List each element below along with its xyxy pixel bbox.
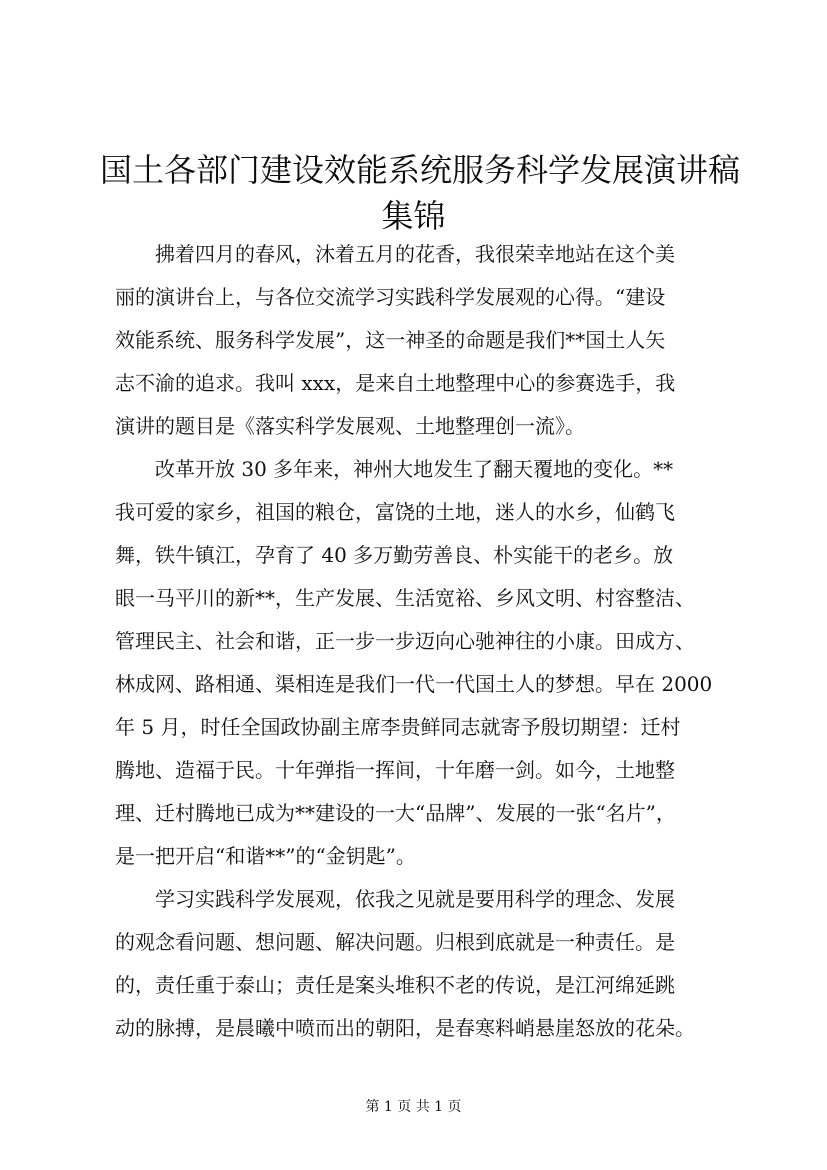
body-line: 舞，铁牛镇江，孕育了 40 多万勤劳善良、朴实能干的老乡。放 <box>115 543 674 567</box>
body-line: 改革开放 30 多年来，神州大地发生了翻天覆地的变化。** <box>155 457 674 481</box>
body-line: 的观念看问题、想问题、解决问题。归根到底就是一种责任。是 <box>115 930 675 954</box>
document-title-line-1: 国土各部门建设效能系统服务科学发展演讲稿 <box>100 151 741 189</box>
body-line: 年 5 月，时任全国政协副主席李贵鲜同志就寄予殷切期望：迁村 <box>115 715 681 739</box>
body-line: 林成网、路相通、渠相连是我们一代一代国土人的梦想。早在 2000 <box>115 672 713 696</box>
body-line: 我可爱的家乡，祖国的粮仓，富饶的土地，迷人的水乡，仙鹤飞 <box>115 500 675 524</box>
body-line: 理、迁村腾地已成为**建设的一大“品牌”、发展的一张“名片”， <box>115 801 676 825</box>
body-line: 腾地、造福于民。十年弹指一挥间，十年磨一剑。如今，土地整 <box>115 758 675 782</box>
body-line: 效能系统、服务科学发展”，这一神圣的命题是我们**国土人矢 <box>115 328 666 352</box>
body-line: 丽的演讲台上，与各位交流学习实践科学发展观的心得。“建设 <box>115 285 666 309</box>
body-line: 的，责任重于泰山；责任是案头堆积不老的传说，是江河绵延跳 <box>115 973 675 997</box>
body-line: 演讲的题目是《落实科学发展观、土地整理创一流》。 <box>115 414 585 438</box>
document-title-line-2: 集锦 <box>381 197 446 235</box>
page-number-footer: 第 1 页 共 1 页 <box>365 1099 462 1115</box>
body-line: 拂着四月的春风，沐着五月的花香，我很荣幸地站在这个美 <box>155 242 675 266</box>
body-line: 学习实践科学发展观，依我之见就是要用科学的理念、发展 <box>155 887 675 911</box>
body-line: 志不渝的追求。我叫 xxx，是来自土地整理中心的参赛选手，我 <box>115 371 676 395</box>
body-line: 是一把开启“和谐**”的“金钥匙”。 <box>115 844 416 868</box>
body-line: 管理民主、社会和谐，正一步一步迈向心驰神往的小康。田成方、 <box>115 629 695 653</box>
body-line: 眼一马平川的新**，生产发展、生活宽裕、乡风文明、村容整洁、 <box>115 586 695 610</box>
body-line: 动的脉搏，是晨曦中喷而出的朝阳，是春寒料峭悬崖怒放的花朵。 <box>115 1016 695 1040</box>
